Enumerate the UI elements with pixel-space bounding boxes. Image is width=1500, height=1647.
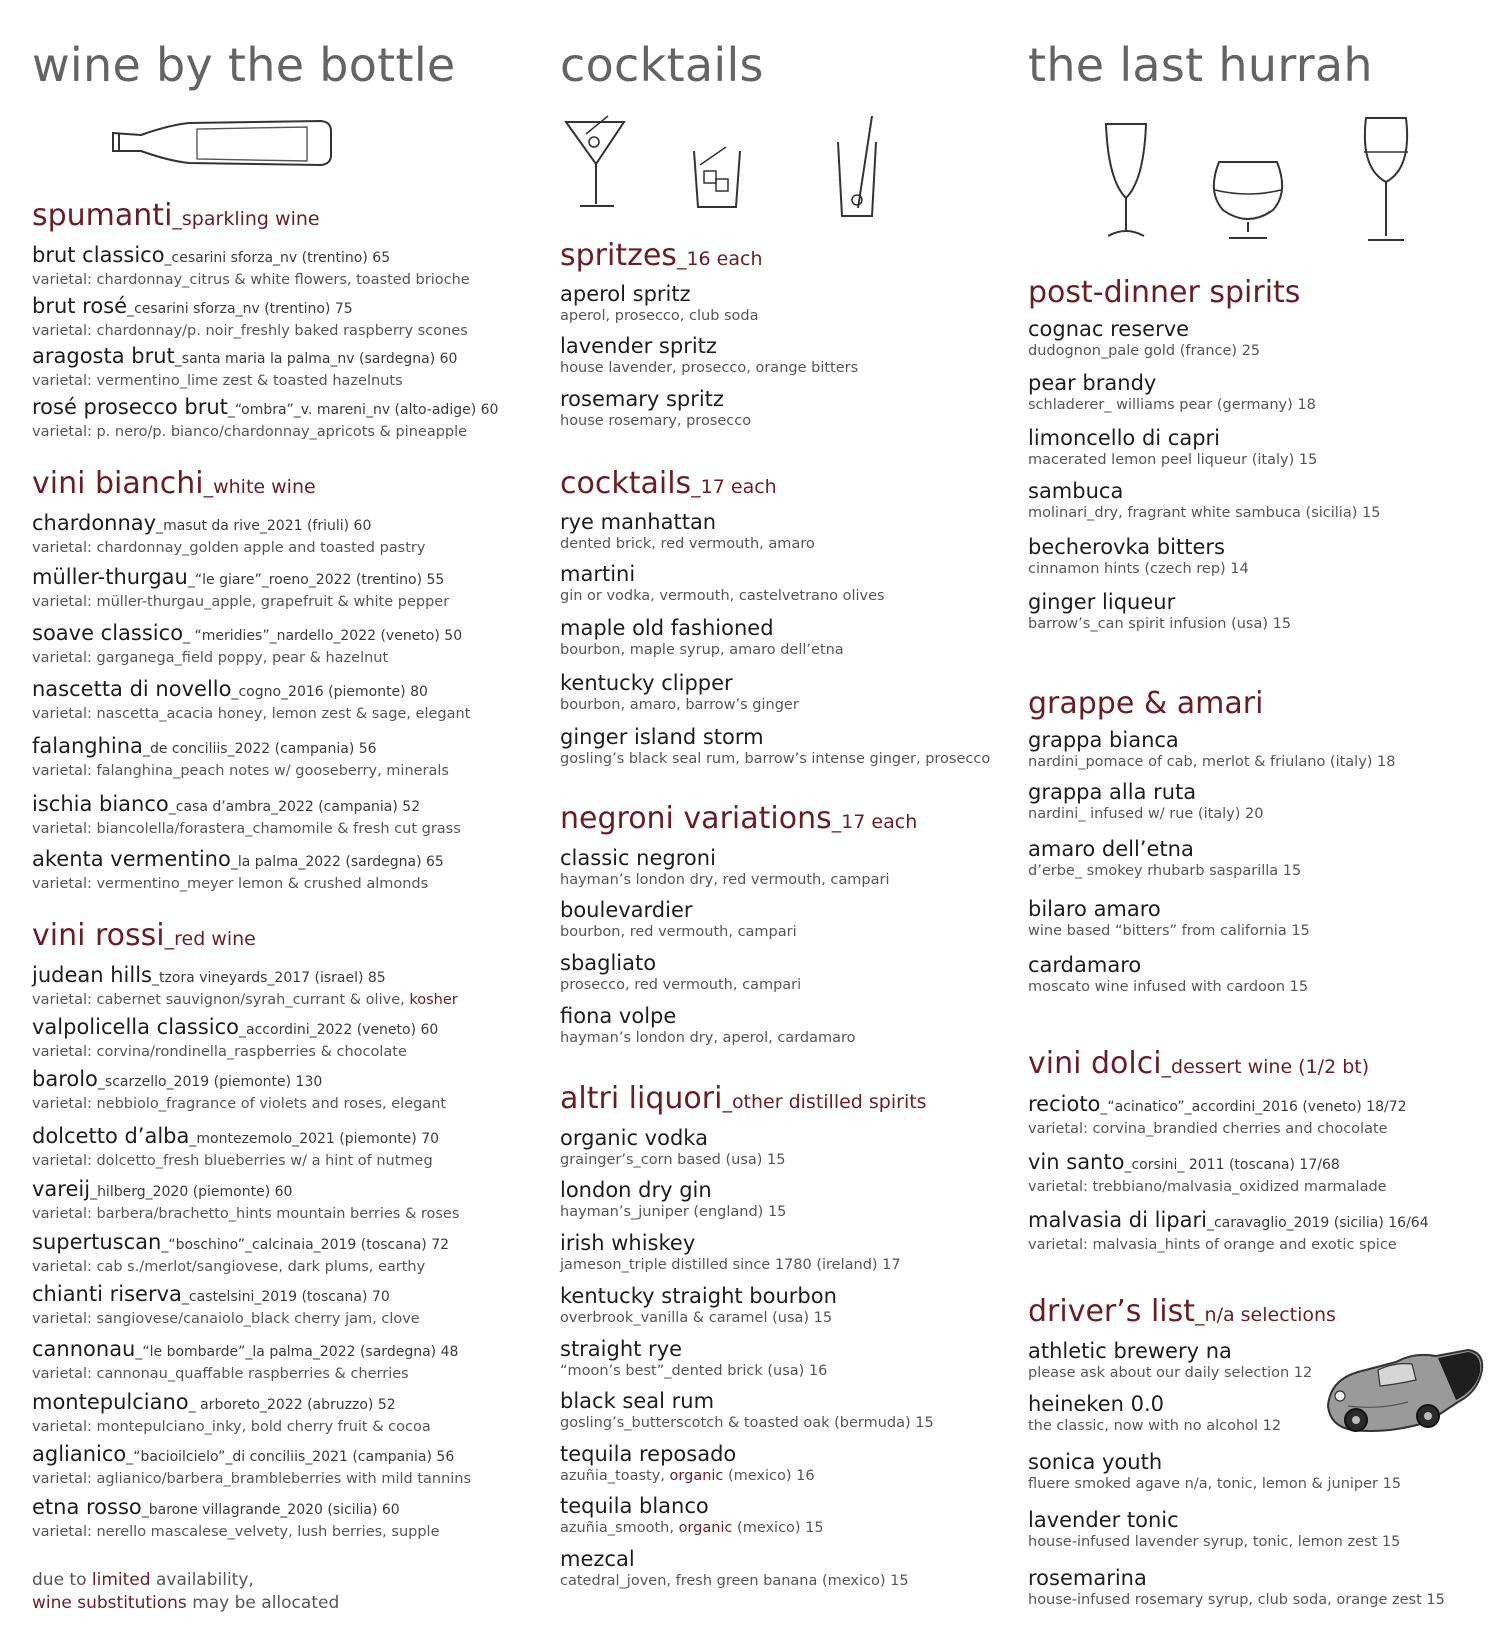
section-vini-rossi [32,918,502,1541]
menu-item: falanghina_de conciliis_2022 (campania) 56 varietal: falanghina_peach notes w/ gooseberry, minerals [32,734,449,779]
menu-item: etna rosso_barone villagrande_2020 (sicilia) 60 varietal: nerello mascalese_velvety, lush berries, supple [32,1495,440,1540]
rocks-glass-icon [688,145,748,215]
menu-item: vin santo_corsini_ 2011 (toscana) 17/68 varietal: trebbiano/malvasia_oxidized marmalade [1028,1150,1387,1195]
footnote: due to limited availability, wine substitutions may be allocated [32,1570,340,1613]
menu-item: cannonau_“le bombarde”_la palma_2022 (sardegna) 48 varietal: cannonau_quaffable raspberries & cherries [32,1337,459,1382]
menu-item: becherovka bitters cinnamon hints (czech rep) 14 [1028,535,1249,577]
menu-item: chardonnay_masut da rive_2021 (friuli) 60 varietal: chardonnay_golden apple and toasted pastry [32,511,426,556]
menu-item: straight rye “moon’s best”_dented brick (usa) 16 [560,1337,828,1379]
menu-item: martini gin or vodka, vermouth, castelvetrano olives [560,562,885,604]
menu-item: heineken 0.0 the classic, now with no alcohol 12 [1028,1392,1282,1434]
menu-item: soave classico_ “meridies”_nardello_2022 (veneto) 50 varietal: garganega_field poppy, pear & hazelnut [32,621,463,666]
section-heading: spumanti_sparkling wine [32,198,320,233]
menu-item: cognac reserve dudognon_pale gold (france) 25 [1028,317,1261,359]
menu-item: malvasia di lipari_caravaglio_2019 (sicilia) 16/64 varietal: malvasia_hints of orange and exotic spice [1028,1208,1429,1253]
menu-item: rye manhattan dented brick, red vermouth, amaro [560,510,815,552]
section-vini-bianchi [32,466,502,893]
menu-item: akenta vermentino_la palma_2022 (sardegna) 65 varietal: vermentino_meyer lemon & crushed almonds [32,847,444,892]
wine-glass-icon [1356,112,1416,248]
column-title: the last hurrah [1028,38,1373,92]
section-heading: negroni variations_17 each [560,801,918,836]
flute-glass-icon [1098,118,1154,246]
menu-item: sambuca molinari_dry, fragrant white sambuca (sicilia) 15 [1028,479,1381,521]
menu-item: vareij_hilberg_2020 (piemonte) 60 varietal: barbera/brachetto_hints mountain berries & roses [32,1177,460,1222]
menu-item: sbagliato prosecco, red vermouth, campari [560,951,802,993]
menu-item: limoncello di capri macerated lemon peel liqueur (italy) 15 [1028,426,1318,468]
section-heading: vini bianchi_white wine [32,466,316,501]
column-title: cocktails [560,38,764,92]
menu-item: sonica youth fluere smoked agave n/a, tonic, lemon & juniper 15 [1028,1450,1402,1492]
section-grappe-amari [1028,686,1488,996]
menu-item: lavender tonic house-infused lavender syrup, tonic, lemon zest 15 [1028,1508,1401,1550]
column-title: wine by the bottle [32,38,456,92]
menu-item: montepulciano_ arboreto_2022 (abruzzo) 52 varietal: montepulciano_inky, bold cherry fruit & cocoa [32,1390,431,1435]
section-post-dinner-spirits [1028,275,1488,633]
menu-item: müller-thurgau_“le giare”_roeno_2022 (trentino) 55 varietal: müller-thurgau_apple, grapefruit & white pepper [32,565,450,610]
section-negroni-variations [560,801,1030,1047]
menu-item: black seal rum gosling’s_butterscotch & toasted oak (bermuda) 15 [560,1389,934,1431]
menu-item: rosemary spritz house rosemary, prosecco [560,387,752,429]
menu-item: tequila reposado azuñia_toasty, organic (mexico) 16 [560,1442,815,1484]
menu-item: cardamaro moscato wine infused with cardoon 15 [1028,953,1309,995]
section-heading: post-dinner spirits [1028,275,1301,310]
menu-item: grappa bianca nardini_pomace of cab, merlot & friulano (italy) 18 [1028,728,1396,770]
menu-item: aperol spritz aperol, prosecco, club soda [560,282,759,324]
highball-glass-icon [830,112,890,222]
menu-item: athletic brewery na please ask about our daily selection 12 [1028,1339,1313,1381]
section-heading: cocktails_17 each [560,466,777,501]
section-heading: spritzes_16 each [560,238,763,273]
menu-item: bilaro amaro wine based “bitters” from california 15 [1028,897,1310,939]
menu-item: judean hills_tzora vineyards_2017 (israel) 85 varietal: cabernet sauvignon/syrah_currant & olive, kosher [32,963,458,1008]
section-heading: driver’s list_n/a selections [1028,1294,1336,1329]
menu-item: dolcetto d’alba_montezemolo_2021 (piemonte) 70 varietal: dolcetto_fresh blueberries w/ a hint of nutmeg [32,1124,440,1169]
menu-item: mezcal catedral_joven, fresh green banana (mexico) 15 [560,1547,909,1589]
menu-item: brut classico_cesarini sforza_nv (trentino) 65 varietal: chardonnay_citrus & white flowers, toasted brioche [32,243,470,288]
section-heading: grappe & amari [1028,686,1264,721]
menu-item: organic vodka grainger’s_corn based (usa) 15 [560,1126,786,1168]
menu-item: classic negroni hayman’s london dry, red vermouth, campari [560,846,890,888]
menu-item: ischia bianco_casa d’ambra_2022 (campania) 52 varietal: biancolella/forastera_chamomile & fresh cut grass [32,792,461,837]
menu-item: ginger island storm gosling’s black seal rum, barrow’s intense ginger, prosecco [560,725,991,767]
section-spumanti [32,198,502,441]
menu-item: aragosta brut_santa maria la palma_nv (sardegna) 60 varietal: vermentino_lime zest & toasted hazelnuts [32,344,458,389]
menu-item: rosemarina house-infused rosemary syrup, club soda, orange zest 15 [1028,1566,1445,1608]
section-heading: vini dolci_dessert wine (1/2 bt) [1028,1046,1370,1081]
menu-item: rosé prosecco brut_“ombra”_v. mareni_nv (alto-adige) 60 varietal: p. nero/p. bianco/chardonnay_apricots & pineapple [32,395,499,440]
menu-item: valpolicella classico_accordini_2022 (veneto) 60 varietal: corvina/rondinella_raspberries & chocolate [32,1015,439,1060]
menu-item: ginger liqueur barrow’s_can spirit infusion (usa) 15 [1028,590,1292,632]
menu-item: nascetta di novello_cogno_2016 (piemonte) 80 varietal: nascetta_acacia honey, lemon zest & sage, elegant [32,677,471,722]
menu-item: maple old fashioned bourbon, maple syrup, amaro dell’etna [560,616,844,658]
menu-item: irish whiskey jameson_triple distilled since 1780 (ireland) 17 [560,1231,901,1273]
martini-glass-icon [560,112,630,212]
menu-item: aglianico_“bacioilcielo”_di conciliis_2021 (campania) 56 varietal: aglianico/barbera_brambleberries with mild tannins [32,1442,472,1487]
menu-item: kentucky clipper bourbon, amaro, barrow’s ginger [560,671,799,713]
menu-item: brut rosé_cesarini sforza_nv (trentino) 75 varietal: chardonnay/p. noir_freshly baked raspberry scones [32,294,468,339]
menu-item: chianti riserva_castelsini_2019 (toscana) 70 varietal: sangiovese/canaiolo_black cherry jam, clove [32,1282,420,1327]
snifter-glass-icon [1205,152,1291,242]
menu-item: kentucky straight bourbon overbrook_vanilla & caramel (usa) 15 [560,1284,837,1326]
menu-item: tequila blanco azuñia_smooth, organic (mexico) 15 [560,1494,824,1536]
section-spritzes [560,238,1030,430]
wine-bottle-icon [107,115,337,171]
menu-item: grappa alla ruta nardini_ infused w/ rue (italy) 20 [1028,780,1264,822]
menu-item: barolo_scarzello_2019 (piemonte) 130 varietal: nebbiolo_fragrance of violets and roses, elegant [32,1067,447,1112]
menu-item: lavender spritz house lavender, prosecco, orange bitters [560,334,859,376]
vintage-car-icon [1318,1340,1488,1440]
section-cocktails [560,466,1030,768]
menu-item: supertuscan_“boschino”_calcinaia_2019 (toscana) 72 varietal: cab s./merlot/sangiovese, dark plums, earthy [32,1230,450,1275]
section-vini-dolci [1028,1046,1488,1254]
section-altri-liquori [560,1081,1030,1590]
menu-item: amaro dell’etna d’erbe_ smokey rhubarb sasparilla 15 [1028,837,1302,879]
menu-item: boulevardier bourbon, red vermouth, campari [560,898,797,940]
menu-item: recioto_“acinatico”_accordini_2016 (veneto) 18/72 varietal: corvina_brandied cherries and chocolate [1028,1092,1407,1137]
menu-item: london dry gin hayman’s_juniper (england) 15 [560,1178,787,1220]
menu-item: pear brandy schladerer_ williams pear (germany) 18 [1028,371,1316,413]
section-heading: vini rossi_red wine [32,918,256,953]
section-heading: altri liquori_other distilled spirits [560,1081,927,1116]
menu-item: fiona volpe hayman’s london dry, aperol, cardamaro [560,1004,856,1046]
